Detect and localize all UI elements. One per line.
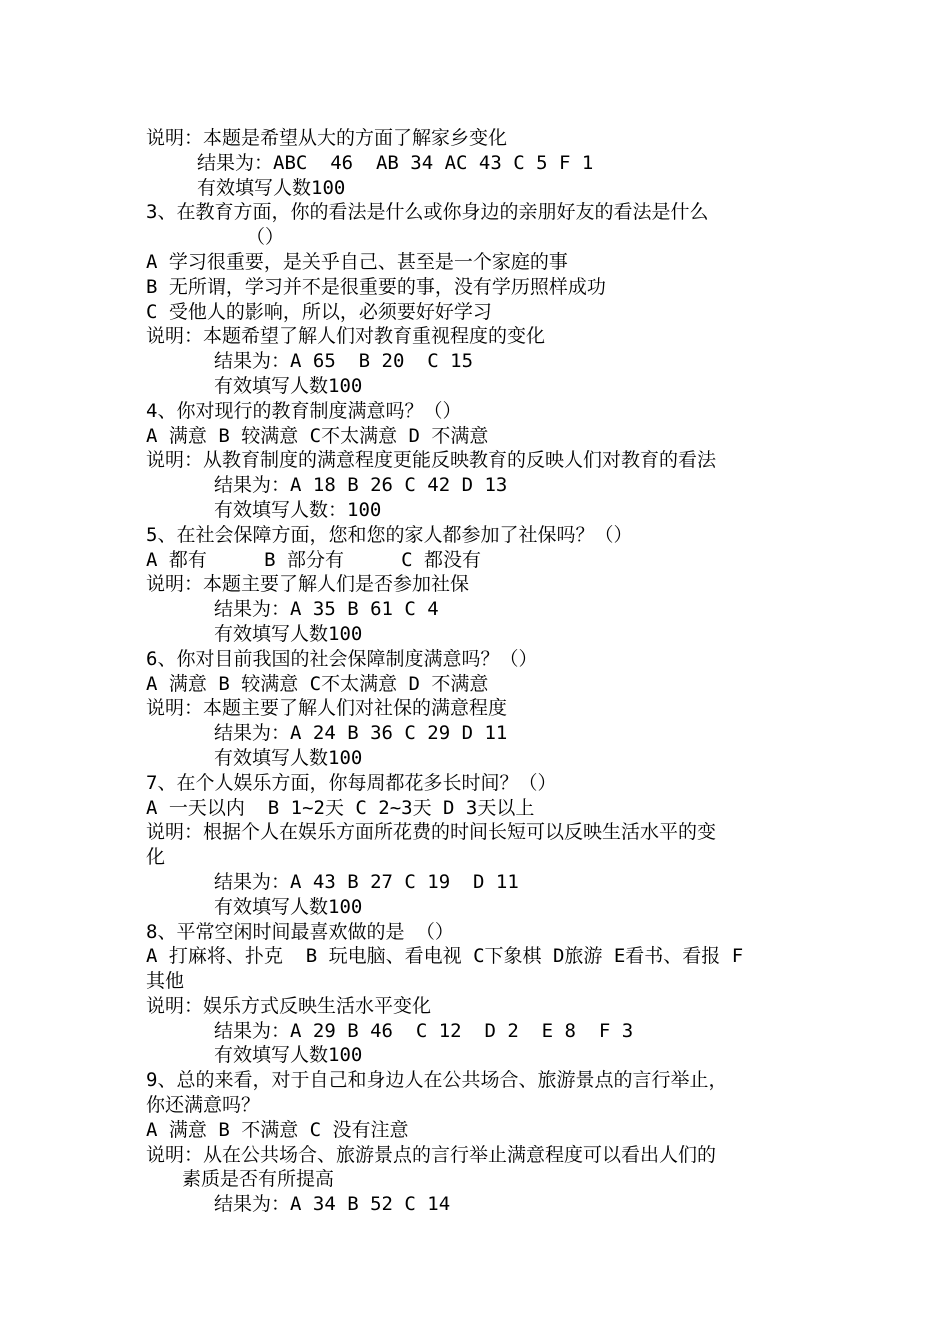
document-page xyxy=(0,126,950,1217)
explanation-line: 说明：本题是希望从大的方面了解家乡变化 xyxy=(146,127,508,149)
result-line: 结果为：A 24 B 36 C 29 D 11 xyxy=(214,722,508,745)
explanation-line: 说明：从教育制度的满意程度更能反映教育的反映人们对教育的看法 xyxy=(146,449,717,472)
explanation-line: 说明：娱乐方式反映生活水平变化 xyxy=(146,994,432,1017)
option-line: A 打麻将、扑克 B 玩电脑、看电视 C下象棋 D旅游 E看书、看报 F xyxy=(146,945,744,968)
explanation-line-continued: 化 xyxy=(146,846,166,869)
valid-count-line: 有效填写人数100 xyxy=(214,622,363,645)
explanation-line: 说明：本题希望了解人们对教育重视程度的变化 xyxy=(146,325,546,348)
explanation-line: 说明：根据个人在娱乐方面所花费的时间长短可以反映生活水平的变 xyxy=(146,821,717,844)
question-9: 9、总的来看，对于自己和身边人在公共场合、旅游景点的言行举止， xyxy=(146,1069,728,1092)
option-line: C 受他人的影响，所以，必须要好好学习 xyxy=(146,300,492,323)
explanation-line: 说明：本题主要了解人们对社保的满意程度 xyxy=(146,697,508,720)
valid-count-line: 有效填写人数100 xyxy=(214,1044,363,1067)
valid-count-line: 有效填写人数100 xyxy=(214,746,363,769)
result-line: 结果为：A 29 B 46 C 12 D 2 E 8 F 3 xyxy=(214,1019,634,1042)
result-line: 结果为：A 34 B 52 C 14 xyxy=(214,1193,451,1216)
question-5: 5、在社会保障方面，您和您的家人都参加了社保吗？（） xyxy=(146,523,633,546)
question-9-continued: 你还满意吗？ xyxy=(146,1094,261,1117)
question-4: 4、你对现行的教育制度满意吗？（） xyxy=(146,399,462,422)
result-line: 结果为：A 35 B 61 C 4 xyxy=(214,598,439,621)
result-line: 结果为：A 65 B 20 C 15 xyxy=(214,350,474,373)
option-line: B 无所谓，学习并不是很重要的事，没有学历照样成功 xyxy=(146,275,606,298)
valid-count-line: 有效填写人数100 xyxy=(214,374,363,397)
result-line: 结果为：A 43 B 27 C 19 D 11 xyxy=(214,870,519,893)
question-6: 6、你对目前我国的社会保障制度满意吗？（） xyxy=(146,647,538,670)
option-line: A 满意 B 不满意 C 没有注意 xyxy=(146,1118,409,1141)
valid-count-line: 有效填写人数：100 xyxy=(214,498,382,521)
result-line: 结果为：A 18 B 26 C 42 D 13 xyxy=(214,474,508,497)
question-3: 3、在教育方面，你的看法是什么或你身边的亲朋好友的看法是什么 xyxy=(146,201,709,224)
option-line: A 满意 B 较满意 C不太满意 D 不满意 xyxy=(146,672,489,695)
explanation-line: 说明：本题主要了解人们是否参加社保 xyxy=(146,573,470,596)
option-line: A 一天以内 B 1~2天 C 2~3天 D 3天以上 xyxy=(146,796,535,819)
question-3-blank: （） xyxy=(246,226,285,249)
option-line-continued: 其他 xyxy=(146,970,185,993)
result-line: 结果为：ABC 46 AB 34 AC 43 C 5 F 1 xyxy=(197,151,594,174)
explanation-line: 说明：从在公共场合、旅游景点的言行举止满意程度可以看出人们的 xyxy=(146,1143,717,1166)
question-8: 8、平常空闲时间最喜欢做的是 （） xyxy=(146,920,454,943)
valid-count-line: 有效填写人数100 xyxy=(214,895,363,918)
question-7: 7、在个人娱乐方面，你每周都花多长时间？（） xyxy=(146,771,557,794)
valid-count-line: 有效填写人数100 xyxy=(197,176,346,199)
explanation-line-continued: 素质是否有所提高 xyxy=(182,1168,335,1191)
option-line: A 都有 B 部分有 C 都没有 xyxy=(146,548,482,571)
option-line: A 满意 B 较满意 C不太满意 D 不满意 xyxy=(146,424,489,447)
option-line: A 学习很重要，是关乎自己、甚至是一个家庭的事 xyxy=(146,250,568,273)
